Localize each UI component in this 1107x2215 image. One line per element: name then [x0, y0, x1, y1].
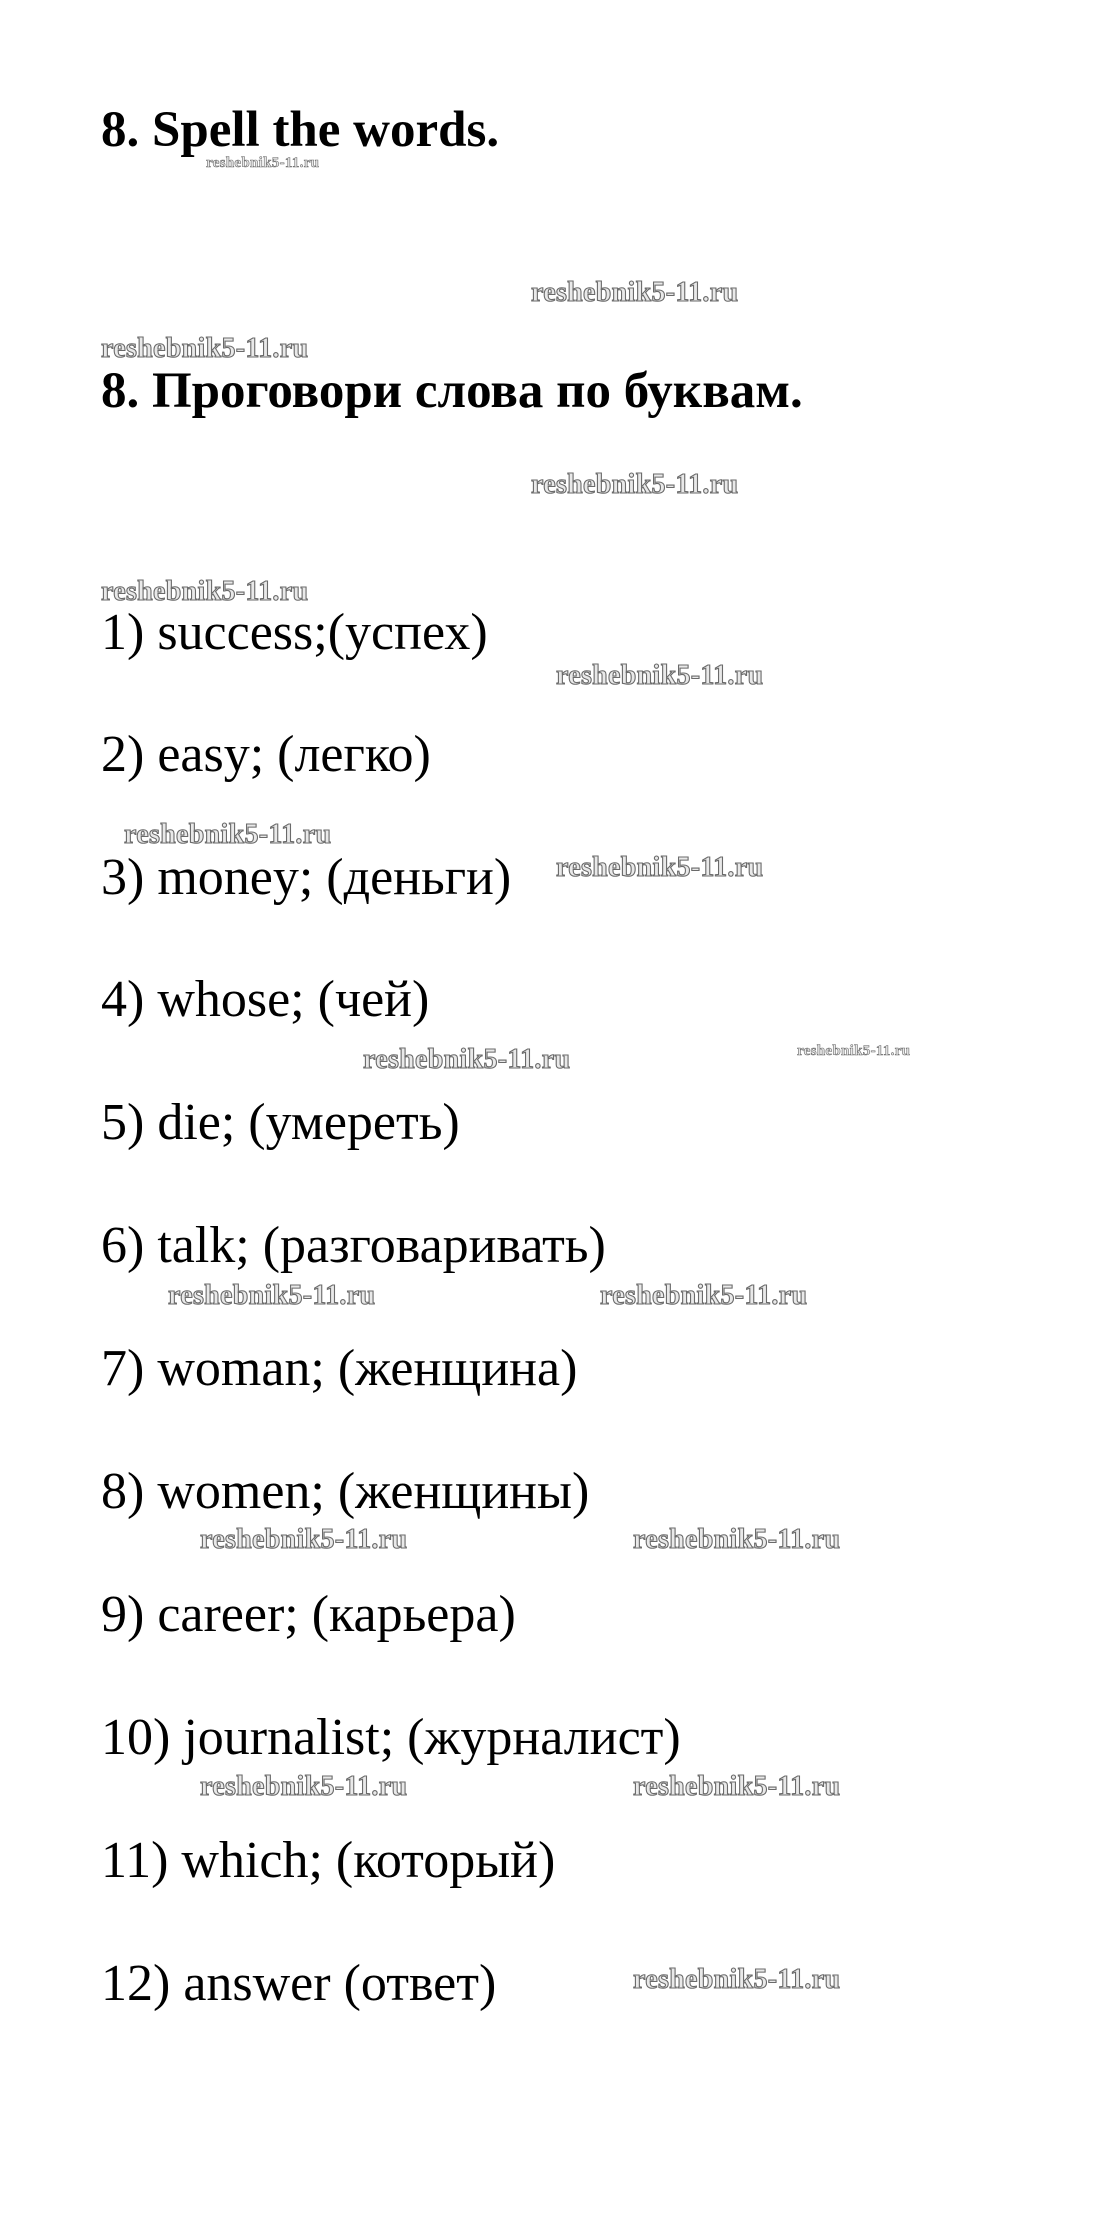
watermark: reshebnik5-11.ru: [531, 469, 739, 500]
word-item: 2) easy; (легко): [101, 726, 431, 783]
watermark: reshebnik5-11.ru: [124, 819, 332, 850]
watermark: reshebnik5-11.ru: [200, 1771, 408, 1802]
watermark: reshebnik5-11.ru: [633, 1524, 841, 1555]
watermark: reshebnik5-11.ru: [168, 1280, 376, 1311]
watermark: reshebnik5-11.ru: [633, 1964, 841, 1995]
word-item: 12) answer (ответ): [101, 1955, 497, 2012]
word-item: 3) money; (деньги): [101, 849, 512, 906]
watermark: reshebnik5-11.ru: [556, 852, 764, 883]
watermark: reshebnik5-11.ru: [101, 333, 309, 364]
word-item: 9) career; (карьера): [101, 1586, 516, 1643]
watermark: reshebnik5-11.ru: [363, 1044, 571, 1075]
watermark: reshebnik5-11.ru: [600, 1280, 808, 1311]
word-item: 4) whose; (чей): [101, 971, 430, 1028]
word-item: 8) women; (женщины): [101, 1463, 590, 1520]
word-item: 7) woman; (женщина): [101, 1340, 578, 1397]
watermark: reshebnik5-11.ru: [633, 1771, 841, 1802]
watermark: reshebnik5-11.ru: [556, 660, 764, 691]
watermark: reshebnik5-11.ru: [797, 1043, 911, 1059]
word-item: 10) journalist; (журналист): [101, 1709, 681, 1766]
watermark: reshebnik5-11.ru: [200, 1524, 408, 1555]
heading-russian: 8. Проговори слова по буквам.: [101, 363, 803, 419]
word-item: 5) die; (умереть): [101, 1094, 460, 1151]
heading-english: 8. Spell the words.: [101, 102, 500, 158]
watermark: reshebnik5-11.ru: [531, 277, 739, 308]
word-item: 1) success;(успех): [101, 604, 488, 661]
watermark: reshebnik5-11.ru: [206, 155, 320, 171]
word-item: 6) talk; (разговаривать): [101, 1217, 606, 1274]
watermark: reshebnik5-11.ru: [101, 576, 309, 607]
word-item: 11) which; (который): [101, 1832, 556, 1889]
